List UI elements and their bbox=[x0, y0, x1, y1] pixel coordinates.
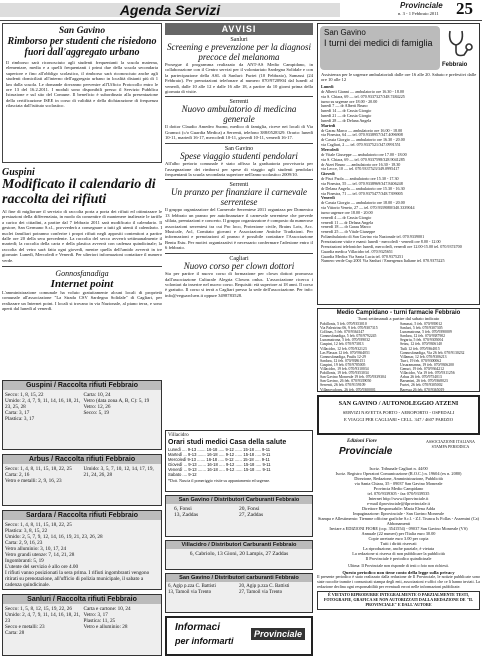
shift-location: San Gavino bbox=[324, 28, 366, 37]
table-cell: Carta: 28 bbox=[5, 630, 25, 636]
table-cell: Vetro alluminio: 3, 10, 17, 24 bbox=[5, 546, 67, 552]
colophon-line: Direttore Responsabile: Maria Elena Adda bbox=[361, 506, 436, 511]
colophon-line: Copie arretrate euro 3.00 per copia bbox=[368, 536, 429, 541]
colophon-line: La redazione si riserva di non pubblicare la pubblicità bbox=[352, 551, 445, 556]
stethoscope-icon bbox=[444, 27, 476, 64]
table-title: Orari studi medici Casa della salute bbox=[168, 439, 287, 446]
shift-line: lunedì 7 — dr Alberti Bruno bbox=[321, 103, 368, 109]
avvisi-column bbox=[165, 23, 313, 428]
guspini-article bbox=[2, 167, 162, 263]
pharmacy-entry: Gonnosfanadiga, Via 26 feb. 070/9130232 bbox=[400, 350, 465, 355]
divider bbox=[2, 266, 162, 267]
table-cell: Plastica: 3, 17 bbox=[5, 416, 35, 422]
article-title: Rimborso per studenti che risiedono fuori dall'aggregato urbano bbox=[7, 36, 157, 58]
colophon-foot: Ultima: Il Provinciale non risponde di testi o foto non richiesti. bbox=[348, 563, 449, 568]
pharmacy-title: Medio Campidano - turni farmacie Febbraio bbox=[336, 310, 461, 316]
table-location: Villacidro bbox=[168, 432, 189, 438]
notice-location: Serrenti bbox=[229, 182, 249, 189]
pharmacy-entry: Genuri, 19 feb. 070/9364212 bbox=[400, 367, 444, 372]
table-title: Sardara / Raccolta rifiuti Febbraio bbox=[3, 511, 161, 520]
shift-line: Prenotazioni telefoniche: lunedì, mercoledì, venerdì ore 12.00-15.00 tel. 070.9374700 bbox=[321, 243, 462, 249]
bus-line-2: E VIAGGI PER CAGLIARI • CELL. 347 / 4607 PARIZIO bbox=[343, 417, 454, 422]
pharmacy-entry: Lunamatrona, 5 feb. 070/939032 bbox=[320, 338, 370, 343]
pharmacy-entry: Barumini, 26 feb. 070/9368023 bbox=[400, 379, 448, 384]
table-row: Lunedì .... 9-13 ....... 16-18 ..... 9-12 ...... 15-18 ..... 9-11 bbox=[168, 447, 271, 452]
shift-line: Prenotazione visite e esami: lunedì - mercoledì - venerdì ore 8.00 - 12.00 bbox=[321, 239, 441, 244]
colophon-line: Internet http://www.ilprovinciale.it bbox=[368, 496, 429, 501]
shift-line: via Finestra, 71 — tel. 070.9375477/348.7399005 bbox=[321, 190, 403, 196]
notice-body: Sta per partire il nuovo corso di formazione per clown dottori promosso dall'associazione Culturale Alegria Clowns onlus. L'associazione ricerca i volontari da inserire nel nuovo corso. Requisiti: età superiore ai 18 anni. Il corso è gratuito. Il corso si terrà a Cagliari presso la sede dell'associazione. Per info: info@veguarcluvn.it oppure 3498783528. bbox=[165, 271, 313, 298]
shift-line: Guardia medica Villacidro tel. 070.9325651 bbox=[321, 248, 393, 254]
colophon-line: via Santa Chiara, 35 - 09037 San Gavino Monreale bbox=[354, 481, 443, 486]
pharmacy-entry: Villacidro, 12 feb. 070/932123 bbox=[320, 346, 367, 351]
table-cell: Carta e cartone: 10, 24 bbox=[83, 606, 131, 612]
brand-logo: Provinciale bbox=[400, 1, 443, 10]
table-cell: Secco: 5, 19 bbox=[83, 410, 109, 416]
issue-date: n. 3 - 1 Febbraio 2011 bbox=[398, 11, 439, 16]
arbus-waste-table bbox=[2, 454, 162, 506]
table-cell: Vetro: 12, 26 bbox=[83, 404, 111, 410]
internet-article bbox=[2, 269, 162, 312]
colophon-line: Iscriz. Registro Operatori Comunicazione (R.O.C.) n. 19604 (ex n. 2080) bbox=[335, 471, 462, 476]
privacy-title: Questo periodico non tiene conto della legge sulla privacy bbox=[342, 570, 455, 575]
section-title: Agenda Servizi bbox=[119, 2, 221, 18]
colophon-line: Impaginazione: Ilprovinciale - San Gavino Monreale bbox=[352, 511, 445, 516]
shift-line: Poliambulatorio di San Gavino via Nazionale tel. 070.9339001 bbox=[321, 234, 425, 240]
colophon-line: Iscriz. Tribunale Cagliari n. 44/00 bbox=[369, 466, 428, 471]
table-cell: Vetro e alluminio: 28 bbox=[83, 624, 128, 630]
shift-line: Guardia Medica Via Santa Lucia tel. 070.9375251 bbox=[321, 253, 404, 259]
pharmacy-entry: Arbus 26 feb. 070/9754013 bbox=[400, 375, 442, 380]
divider bbox=[165, 143, 313, 144]
sangavino-fuel-table-2 bbox=[165, 573, 313, 613]
shift-line: Lunedì bbox=[321, 84, 334, 89]
shift-line: Mercoledì bbox=[321, 146, 339, 152]
shift-line: Giovedì bbox=[321, 171, 335, 177]
table-title: San Gavino / Distributori carburanti Febbraio bbox=[166, 574, 312, 582]
shift-line: via S. Chiara, 69 — tel. 070.9337327/348.7484225 bbox=[321, 93, 405, 99]
pharmacy-entry: Villanovaforru, 26 feb. 070/9300001 bbox=[320, 387, 376, 392]
pharmacy-entry: Sardara, 12 feb. 070/9387902 bbox=[400, 334, 446, 339]
table-cell: Carta: 10, 24 bbox=[83, 392, 111, 398]
table-title: San Gavino / Distributori Carburanti Febbraio bbox=[166, 496, 312, 504]
article-body: Al fine di migliorare il servizio di raccolta porta a porta dei rifiuti ed ottimizzare le prestazioni della differenziata, in modo da consentire di mantenere inalterate le tariffe a carico dei cittadini, a partire dal 7 febbraio 2011 sarà modificato il calendario. Il gestore, San Germano S.r.l., provvederà a consegnare a tutti gli utenti il calendario. I nuclei familiari potranno conferire i propri rifiuti negli appositi contenitori a partire dalle ore 20 della sera precedente. La raccolta del secco avverrà settimanalmente il martedì; la raccolta della carta e della plastica avverrà con cadenza quindicinale; la raccolta del vetro sarà fatta ogni giovedì, mentre quella dell'umido avverrà in tre giornate: Lunedì, Mercoledì e Venerdì. Per ulteriori informazioni contattare il numero verde. bbox=[2, 209, 162, 263]
pharmacy-shifts bbox=[317, 308, 480, 392]
colophon-line: Annuale (22 numeri) per l'Italia euro 30.00 bbox=[361, 531, 436, 536]
page-header bbox=[0, 0, 482, 22]
shift-title: I turni dei medici di famiglia bbox=[324, 38, 433, 48]
table-row: Sabato .... 9-12 bbox=[168, 472, 197, 477]
fuel-line: 6, Cabriolo, 13 Gioni, 20 Lampis, 27 Zaddas bbox=[189, 551, 289, 557]
shift-line: via Finestra, 55 — tel. 070.9338969/347.8406248 bbox=[321, 180, 403, 186]
table-cell: Carta: 2, 16 bbox=[5, 472, 30, 478]
pharmacy-entry: Setzu, 12 feb. 070/9306140 bbox=[400, 342, 442, 347]
notice-location: Sanluri bbox=[230, 37, 248, 43]
shift-line: Numero verde Cup 2001 Via Sanluri / Emergenza Italiane tel. 070.9375225 bbox=[321, 258, 445, 264]
table-title: Villacidro / Distributori Carburanti Febbraio bbox=[166, 541, 312, 549]
article-body: Il rimborso sarà riconosciuto agli studenti frequentanti la scuola materna, elementare, media e a quelli frequentanti i primi due della scuola secondaria superiore e fino all'obbligo scolastico, il rimborso sarà riconosciuto anche agli studenti domiciliati all'interno dell'aggregato urbano in località distanti più di 1 km dalla scuola. Le domande dovranno pervenire all'Ufficio Protocollo entro le ore 13 del 16.2.2011. I moduli sono disponibili presso il Servizio Pubblica Istruzione e sul sito del Comune. Il beneficio è subordinato alla presentazione della certificazione ISEE in corso di validità e della dichiarazione di frequenza rilasciata dall'istituto scolastico. bbox=[6, 60, 158, 109]
notice-body: Prosegue il programma realizzato da ANT-AS Medio Campidano, in collaborazione con il Centro servizi per il volontariato Sardegna Solidale e con la partecipazione della ASL di Sanluri: Furtei (10 Febbraio), Samassi (24 Febbraio). Per prenotazioni telefonare al numero 070/9720904 dal lunedì al venerdì, dalle 10 alle 12 e dalle 16 alle 18, a partire da 10 giorni prima della giornata di visite. bbox=[165, 62, 313, 95]
article-body: L'amministrazione comunale ha voluto gratuitamente alcuni locali di proprietà comunale all'associazione "La Strada CSV Sardegna Solidale" di Cagliari, per realizzare un Internet point. I locali si trovano in via Nazionale, al piano terra, e sono aperti dal lunedì al venerdì. bbox=[2, 290, 162, 312]
table-title: Guspini / Raccolta rifiuti Febbraio bbox=[3, 381, 161, 390]
table-cell: Carta: 3, 17 bbox=[5, 410, 30, 416]
shift-line: dr Atzei Bruno — ambulatorio ore 16.30 - 18.30 bbox=[321, 161, 401, 167]
pharmacy-entry: Collinas, 5 feb. 070/9364147 bbox=[320, 330, 365, 335]
shift-line: via S. Chiara, 69 — tel. 070.9337598/328.9041285 bbox=[321, 156, 405, 162]
shift-line: via Finestra, 64 — tel. 070.9338957/347.4096908 bbox=[321, 132, 403, 138]
assoc-logo: ASSOCIAZIONE ITALIANA STAMPA PERIODICA bbox=[426, 439, 475, 449]
table-cell: L'utente del servizio è allo ore 4.00 bbox=[5, 564, 79, 570]
table-cell: Vetro: 3, 17 bbox=[83, 612, 108, 618]
pharmacy-entry: Sardara, 12 feb. 070/9386151 bbox=[320, 358, 366, 363]
pharmacy-entry: San Gavino Monreale 19 feb. 070/9339304 bbox=[320, 375, 386, 380]
colophon-line: La riproduzione, anche parziale, è vietata bbox=[363, 546, 434, 551]
shift-line: dr Cassia Giorgio — ambulatorio ore 18.00 - 20.00 bbox=[321, 200, 405, 206]
article-location: Guspini bbox=[2, 167, 35, 178]
shift-line: via Lecce, 10 — tel. 070.9337523/349.0995417 bbox=[321, 166, 400, 172]
shift-line: lunedì 14 — dr Cassia Giorgio bbox=[321, 108, 372, 114]
pharmacy-entry: Pabillonis, 19 feb. 070/9353034 bbox=[320, 371, 369, 376]
shift-line: dr Pisci Paola — ambulatorio ore 15.30 - 17.30 bbox=[321, 176, 399, 182]
colophon-line: e-mail ilprovinciale@ilprovinciale.it bbox=[367, 501, 430, 506]
colophon bbox=[317, 466, 480, 657]
pharmacy-entry: Serrenti, 26 feb. 070/9159109 bbox=[320, 383, 366, 388]
publisher-logo: Provinciale bbox=[339, 446, 393, 457]
publisher-logos bbox=[317, 438, 480, 464]
info-line-1: Informaci bbox=[175, 622, 221, 633]
copyright-notice: È VIETATO RIPRODURRE INTEGRALMENTE O PARZIALMENTE TESTI, FOTOGRAFIE, GRAFICA SE NON AUTORIZZATI DALLA REDAZIONE DE "IL PROVINCIALE" E DALL'AUTORE bbox=[317, 591, 480, 609]
pharmacy-entry: Las Plassas 12 feb. 070/9364051 bbox=[320, 350, 370, 355]
pharmacy-entry: Gonnosfanadiga, Paulis 12-29 bbox=[320, 354, 366, 359]
pharmacy-entry: Turri, 19 feb. 070/9300062 bbox=[400, 358, 442, 363]
shift-line: turno urgenze ore 18.00 - 20.00 bbox=[321, 209, 373, 215]
shift-line: Venerdì bbox=[321, 195, 335, 201]
table-row: Venerdì ... 9-13 ....... 16-18 ..... 9-12 ...... 15-18 ..... 9-11 bbox=[168, 467, 271, 472]
table-cell: Plastica: 3, 8, 15, 22 bbox=[5, 528, 48, 534]
bus-title: SAN GAVINO / AUTONOLEGGIO ATZENI bbox=[338, 400, 459, 407]
table-note: *Dott. Nuscia il pomeriggio visite su appuntamento ed urgenze. bbox=[168, 478, 271, 483]
pharmacy-entry: San Gavino, 26 feb. 070/9339050 bbox=[320, 379, 372, 384]
table-cell: Vetro grandi utenze: 7, 14, 21, 28 bbox=[5, 552, 75, 558]
shift-line: dr Delana Angela — ambulatorio ore 15.30 - 16.30 bbox=[321, 185, 405, 191]
pharmacy-subtitle: Turni settimanali a partire dal sabato indicato bbox=[357, 316, 440, 321]
article-location: San Gavino bbox=[58, 26, 106, 36]
colophon-line: Stampa e Allestimento: Tiemme officine grafiche S.r.l. - Z.I. Truncu Is Follas - Assemini (Ca) bbox=[318, 516, 479, 521]
table-cell: Secco: 1, 8, 15, 22 bbox=[5, 392, 44, 398]
article-title: Modificato il calendario di raccolta dei rifiuti bbox=[2, 177, 156, 207]
shift-line: lunedì 21 — dr Cassia Giorgio bbox=[321, 113, 372, 119]
info-brand: Provinciale bbox=[251, 628, 305, 640]
table-row: Giovedì ... 9-13 ....... 16-18 ..... 9-12 ...... 15-18 ..... 9-11 bbox=[168, 462, 271, 467]
sanluri-waste-table bbox=[2, 594, 162, 656]
notice-location: San Gavino bbox=[224, 145, 254, 152]
colophon-line: tel. 070/9339305 - fax 070/9339535 bbox=[367, 491, 430, 496]
info-line-2: per informarti bbox=[175, 636, 234, 646]
privacy-notice: Il presente periodico è stato realizzato dalla redazione de Il Provinciale, le notizie pubblicate sono state raccolte tramite i comunicati stampa degli enti, associazioni e uffici che ce li hanno inviati. La redazione declina ogni responsabilità per eventuali errori nelle informazioni pubblicate. bbox=[317, 574, 480, 589]
shift-line: turno su urgenze ore 18.00 - 20.00 bbox=[321, 98, 378, 104]
notice-body: Il dottor Claudio Amedeo Suono, medico di famiglia, riceve nei locali di Via Gramsci (c/o Guardia Medica) a Serrenti, telefono 388/0528329. Orario: lunedì 10-11, martedì 16-17, mercoledì 10-11, giovedì 10-11, venerdì 16-17. bbox=[165, 124, 313, 141]
table-cell: Ingombranti: 5, 19 bbox=[5, 558, 44, 564]
divider bbox=[165, 96, 313, 97]
pharmacy-entry: Baressa 26 feb. 070/9365019 bbox=[400, 387, 445, 392]
pharmacy-entry: Pabillonis, 5 feb. 070/9353010 bbox=[320, 322, 367, 326]
colophon-line: Direzione, Redazione, Amministrazione, Pubblicità bbox=[354, 476, 443, 481]
table-cell: Umido: 2, 5, 7, 9, 12, 14, 16, 19, 21, 23, 26, 28 bbox=[5, 534, 103, 540]
pharmacy-entry: Villamar, 12 feb. 070/9306213 bbox=[400, 354, 447, 359]
divider bbox=[165, 253, 313, 254]
article-location: Gonnosfanadiga bbox=[55, 269, 109, 279]
shift-line: venerdì 25 — dr Vitale Giuseppe bbox=[321, 229, 376, 235]
shift-line: dr Cassia Giorgio — ambulatorio ore 16.30 - 20.00 bbox=[321, 137, 405, 143]
fuel-left: 6, Agip p.zza C. Battisti 13, Tamoil via Trento bbox=[168, 584, 216, 595]
pharmacy-entry: Sanluri, 5 feb. 070/9307305 bbox=[400, 326, 443, 331]
shift-line: venerdì 11 — dr Delana Angela bbox=[321, 219, 374, 225]
pharmacy-entry: Guspini, 12 feb. 070/973013 bbox=[320, 342, 364, 347]
table-cell: Secco: 1, 4, 8, 11, 15, 18, 22, 25 bbox=[5, 466, 72, 472]
avvisi-bar: AVVISI bbox=[165, 23, 313, 35]
pharmacy-entry: Guspini, 19 feb. 070/9785005 bbox=[320, 362, 366, 367]
pharmacy-entry: Villacidro, 19 feb. 070/9310034 bbox=[320, 367, 369, 372]
sardara-waste-table bbox=[2, 510, 162, 590]
notice-location: Serrenti bbox=[229, 99, 249, 106]
colophon-line: Inviare a EDIZIONI FIORE (ccp. 3541554) - 09037 San Gavino Monreale (VS) bbox=[329, 526, 468, 531]
shift-line: venerdì 18 — dr Garau Marco bbox=[321, 224, 371, 230]
notice-title: Nuovo corso per clown dottori bbox=[183, 260, 295, 271]
notice-body: All'albo pretorio comunale è stato affisso la graduatoria provvisoria per l'assegnazione dei rimborsi per spese di viaggio agli studenti pendolari frequentanti la scuola secondaria superiore nell'anno scolastico 2009/10. bbox=[165, 161, 313, 177]
guspini-waste-table bbox=[2, 380, 162, 450]
table-cell: Carta: 2, 9, 16, 23 bbox=[5, 540, 43, 546]
divider bbox=[165, 179, 313, 180]
info-box bbox=[165, 616, 313, 656]
pharmacy-entry: Villacidro, Via 19 feb. 070/9311256 bbox=[400, 371, 455, 376]
table-cell: Plastica: 11, 25 bbox=[83, 618, 116, 624]
shift-line: venerdì 4 — dr Cassia Giorgio bbox=[321, 214, 372, 220]
shift-line: via Vittorio Veneto, 27 — tel. 070.9339080/340.3339044 bbox=[321, 205, 415, 211]
bus-line-1: SERVIZI NAVETTA PORTO - AEROPORTO - OSPEDALI bbox=[342, 410, 455, 415]
table-cell: Secco e metalli: 23 bbox=[5, 624, 45, 630]
pharmacy-entry: Via Palestrino 06, 9 feb. 070/9307315 bbox=[320, 326, 378, 331]
colophon-line: Tutti i diritti riservati bbox=[380, 541, 417, 546]
shift-intro: Assistenza per le urgenze ambulatoriali dalle ore 16 alle 20. Sabato e prefestivi dalle ore 10 alle 12 bbox=[321, 72, 477, 83]
pharmacy-entry: Tuili 12 feb. 070/9364015 bbox=[400, 346, 440, 351]
doctors-shifts bbox=[317, 23, 480, 305]
table-cell: Umido: 2, 4, 7, 9, 11, 14, 16, 18, 21, 23 bbox=[5, 612, 81, 624]
villacidro-fuel-table bbox=[165, 540, 313, 570]
header-rule bbox=[0, 20, 482, 21]
shift-line: via Cagliari, 2 — tel. 070.9337521/347.0991551 bbox=[321, 142, 401, 148]
scholarship-article bbox=[2, 23, 162, 163]
bus-advert bbox=[317, 395, 480, 435]
table-cell: Vetro e metalli: 2, 9, 16, 23 bbox=[5, 478, 62, 484]
table-cell: Vetro (data zona A, B, C): 5, 19 bbox=[83, 398, 150, 404]
villacidro-clinic-hours bbox=[165, 430, 313, 492]
shift-line: dr Alberti Gianni — ambulatorio ore 16.30 - 18.00 bbox=[321, 88, 404, 94]
table-cell: Umido: 3, 5, 7, 10, 12, 14, 17, 19, 21, 24, 26, 28 bbox=[83, 466, 154, 478]
pharmacy-entry: Lunamatrona, 5 feb. 070/9390009 bbox=[400, 330, 452, 335]
fuel-right: 20, Fonsi 27, Zaddas bbox=[239, 506, 264, 518]
article-title: Internet point bbox=[50, 278, 114, 291]
table-cell: Umido: 2, 4, 7, 9, 11, 14, 16, 18, 21, 23, 25, 28 bbox=[5, 398, 81, 410]
table-cell: I rifiuti vanno posizionati la sera prima. I rifiuti ingombranti vengono ritirati su prenotazione, all'ufficio di polizia municipale, il sabato a cadenza quindicinale. bbox=[5, 570, 150, 588]
table-cell: Secco: 1, 5, 8, 12, 15, 19, 22, 26 bbox=[5, 606, 72, 612]
notice-title: Screening e prevenzione per la diagnosi precoce del melanoma bbox=[166, 42, 312, 62]
shift-month: Febbraio bbox=[442, 62, 468, 68]
pharmacy-entry: Gonnosfanadiga, 5 feb. 070/9792245 bbox=[320, 334, 377, 339]
table-row: Mercoledì 9-13 ....... 16-18 ..... 9-12 ...... 15-18 ..... 9-11 bbox=[168, 457, 270, 462]
pharmacy-entry: Segariu, 5 feb. 070/9305004 bbox=[400, 338, 444, 343]
notice-body: Il gruppo organizzatore del Carnevale Serrentese 2011 organizza per Domenica 13 febbraio un pranzo per autofinanziare il carnevale serrentese che prevede sfilata, premiazioni e concerto. Il gruppo organizzatore è composto da numerose associazioni serrentesi tra cui Pro loco, Protezione civile, Brains Lots, Acc. Musicale, Acl, Comitato giovani e Associazione Antiche Tradizioni. Per informazioni e prenotazioni al pranzo è possibile contattare l'Associazione Bentu Estu. Per motivi organizzativi è necessario confermare l'adesione entro il 6 febbraio. bbox=[165, 207, 313, 251]
notice-location: Cagliari bbox=[229, 255, 249, 262]
notice-title: Spese viaggio studenti pendolari bbox=[180, 150, 298, 161]
shift-line: dr Vitale Giuseppe — ambulatorio ore 17.00 - 18.00 bbox=[321, 151, 407, 157]
page-number: 25 bbox=[456, 0, 473, 18]
shift-line: Martedì bbox=[321, 122, 336, 128]
table-row: Martedì ... 9-13 ....... 16-18 ..... 9-12 ...... 15-18 ..... 9-11 bbox=[168, 452, 271, 457]
shift-line: dr Garau Marco — ambulatorio ore 16.00 - 18.00 bbox=[321, 127, 403, 133]
sangavino-fuel-table bbox=[165, 495, 313, 537]
colophon-line: Il Provinciale è periodico quindicinale bbox=[365, 556, 432, 561]
notice-title: Nuovo ambulatorio di medicina generale bbox=[181, 104, 297, 124]
colophon-line: Abbonamenti bbox=[386, 521, 411, 526]
shift-line: lunedì 28 — dr Delana Angela bbox=[321, 117, 372, 123]
pharmacy-entry: Samassi, 5 feb. 070/939012 bbox=[400, 322, 443, 326]
table-title: Sanluri / Raccolta rifiuti Febbraio bbox=[3, 595, 161, 604]
notice-title: Un pranzo per finanziare il carnevale serrentese bbox=[171, 187, 307, 207]
table-cell: Secco: 1, 4, 8, 11, 15, 18, 22, 25 bbox=[5, 522, 72, 528]
fuel-right: 20, Agip p.zza C. Battisti 27, Tamoil via Trento bbox=[239, 584, 290, 595]
publisher-name: Edizioni Fiore bbox=[347, 439, 377, 444]
fuel-left: 6, Fonsi 13, Zaddas bbox=[174, 506, 199, 518]
table-title: Arbus / Raccolta rifiuti Febbraio bbox=[3, 455, 161, 464]
colophon-line: Provincia Medio Campidano bbox=[373, 486, 424, 491]
pharmacy-entry: Ussaramanna, 19 feb. 070/9306200 bbox=[400, 362, 454, 367]
pharmacy-entry: Furtei, 26 feb. 070/9305002 bbox=[400, 383, 443, 388]
